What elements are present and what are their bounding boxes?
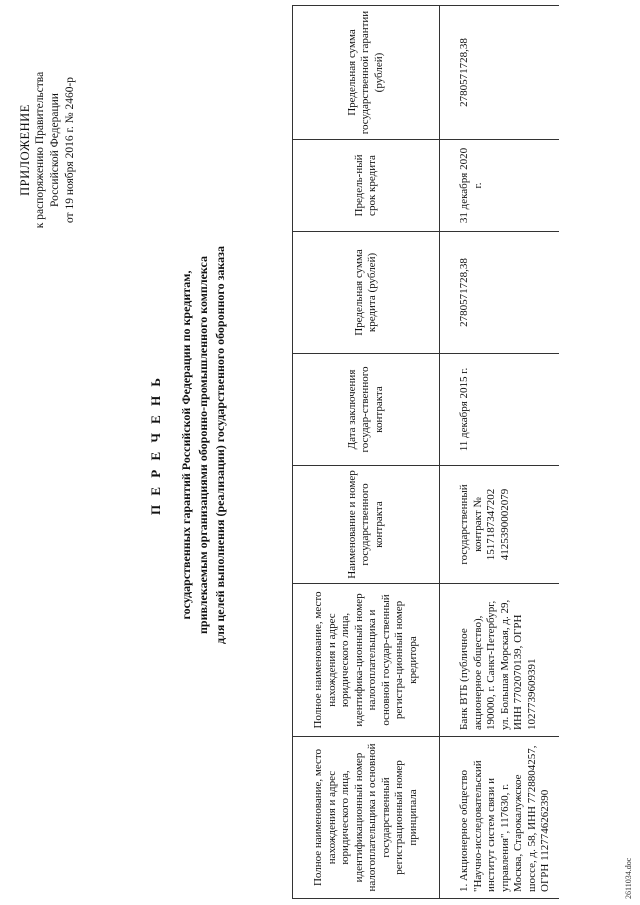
header-contract: Наименование и номер государственного контракта xyxy=(293,466,440,584)
appendix-line: Российской Федерации xyxy=(49,93,61,207)
header-creditor: Полное наименование, место нахождения и адрес юридического лица, идентифика-ционный номер налогоплательщика и основной государ-ственный регистра-ционный номер кредитора xyxy=(293,584,440,737)
header-principal: Полное наименование, место нахождения и адрес юридического лица, идентификационный номер налогоплательщика и основной государственный регистрационный номер принципала xyxy=(293,737,440,899)
table-header-row xyxy=(293,6,440,899)
header-guarantee-amount: Предельная сумма государственной гарантии (рублей) xyxy=(293,6,440,140)
table-row xyxy=(440,6,559,899)
header-credit-amount: Предельная сумма кредита (рублей) xyxy=(293,232,440,354)
cell-creditor: Банк ВТБ (публичное акционерное общество), 190000, г. Санкт-Петербург, ул. Большая Морская, д. 29, ИНН 7702070139, ОГРН 1027739609391 xyxy=(440,584,559,737)
guarantees-table xyxy=(292,5,559,899)
cell-contract: государственный контракт № 1517187347202 4125390002079 xyxy=(440,466,559,584)
appendix-date-number: от 19 ноября 2016 г. № 2460-р xyxy=(64,76,76,224)
document-heading xyxy=(148,65,229,825)
appendix-block xyxy=(18,15,78,285)
header-contract-date: Дата заключения государ-ственного контракта xyxy=(293,354,440,466)
cell-principal: 1. Акционерное общество "Научно-исследовательский институт систем связи и управления", 117630, г. Москва, Старокалужское шоссе, д. 58, ИНН 7728804257, ОГРН 1127746262390 xyxy=(440,737,559,899)
heading-line: государственных гарантий Российской Федерации по кредитам, xyxy=(179,270,193,620)
document-file-id: 2611034.doc xyxy=(624,857,633,899)
cell-credit-amount: 2780571728,38 xyxy=(440,232,559,354)
appendix-line: к распоряжению Правительства xyxy=(34,71,46,229)
document-title: П Е Р Е Ч Е Н Ь xyxy=(148,374,163,516)
cell-guarantee-amount: 2780571728,38 xyxy=(440,6,559,140)
cell-contract-date: 11 декабря 2015 г. xyxy=(440,354,559,466)
header-credit-term: Предель-ный срок кредита xyxy=(293,140,440,232)
heading-line: привлекаемым организациями оборонно-промышленного комплекса xyxy=(196,256,210,635)
heading-line: для целей выполнения (реализации) государственного оборонного заказа xyxy=(213,246,227,644)
appendix-title: ПРИЛОЖЕНИЕ xyxy=(18,104,32,196)
cell-credit-term: 31 декабря 2020 г. xyxy=(440,140,559,232)
